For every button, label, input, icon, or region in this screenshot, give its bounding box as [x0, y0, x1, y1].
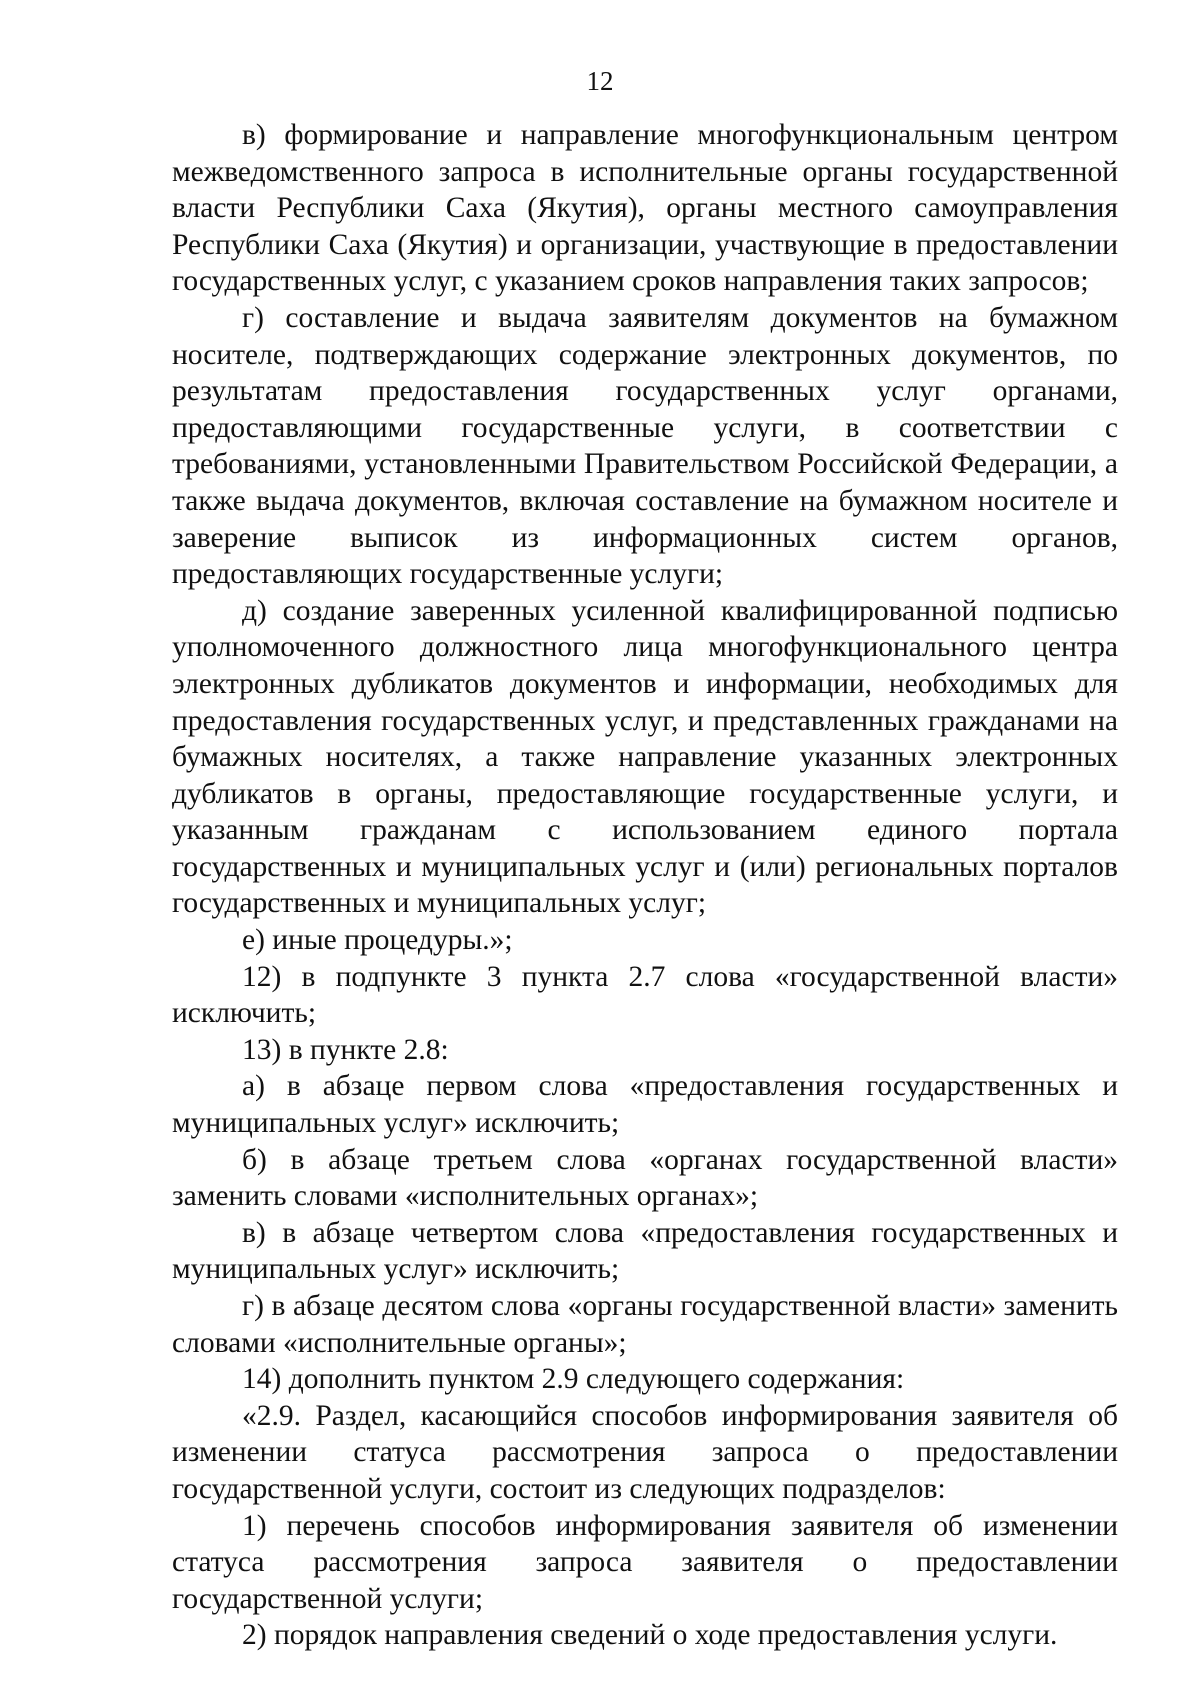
paragraph-13-v: в) в абзаце четвертом слова «предоставления государственных и муниципальных услуг» исключить;	[172, 1216, 1118, 1286]
paragraph-item-12: 12) в подпункте 3 пункта 2.7 слова «государственной власти» исключить;	[172, 960, 1118, 1030]
paragraph-2-9-subsection-2: 2) порядок направления сведений о ходе предоставления услуги.	[242, 1619, 1058, 1652]
paragraph-g-issuing-documents: г) составление и выдача заявителям документов на бумажном носителе, подтверждающих содержание электронных документов, по результатам предоставления государственных услуг органами, предоставляющими государственные услуги, в соответствии с требованиями, установленными Правительством Российской Федерации, а также выдача документов, включая составление на бумажном носителе и заверение выписок из информационных систем органов, предоставляющих государственные услуги;	[172, 301, 1118, 591]
paragraph-section-2-9: «2.9. Раздел, касающийся способов информирования заявителя об изменении статуса рассмотрения запроса о предоставлении государственной услуги, состоит из следующих подразделов:	[172, 1399, 1118, 1505]
paragraph-13-b: б) в абзаце третьем слова «органах государственной власти» заменить словами «исполнительных органах»;	[172, 1143, 1118, 1213]
page-number: 12	[586, 66, 614, 96]
paragraph-item-14: 14) дополнить пунктом 2.9 следующего содержания:	[242, 1363, 905, 1396]
paragraph-item-13: 13) в пункте 2.8:	[242, 1033, 449, 1066]
paragraph-v-formation-of-requests: в) формирование и направление многофункциональным центром межведомственного запроса в исполнительные органы государственной власти Республики Саха (Якутия), органы местного самоуправления Республики Саха (Якутия) и организации, участвующие в предоставлении государственных услуг, с указанием сроков направления таких запросов;	[172, 119, 1118, 298]
paragraph-13-a: а) в абзаце первом слова «предоставления государственных и муниципальных услуг» исключить;	[172, 1070, 1118, 1140]
document-body	[172, 117, 1118, 1654]
paragraph-e-other-procedures: е) иные процедуры.»;	[242, 924, 513, 957]
paragraph-d-electronic-duplicates: д) создание заверенных усиленной квалифицированной подписью уполномоченного должностного лица многофункционального центра электронных дубликатов документов и информации, необходимых для предоставления государственных услуг, и представленных гражданами на бумажных носителях, а также направление указанных электронных дубликатов в органы, предоставляющие государственные услуги, и указанным гражданам с использованием единого портала государственных и муниципальных услуг и (или) региональных порталов государственных и муниципальных услуг;	[172, 594, 1118, 920]
paragraph-2-9-subsection-1: 1) перечень способов информирования заявителя об изменении статуса рассмотрения запроса заявителя о предоставлении государственной услуги;	[172, 1509, 1118, 1615]
paragraph-13-g: г) в абзаце десятом слова «органы государственной власти» заменить словами «исполнительные органы»;	[172, 1290, 1118, 1359]
